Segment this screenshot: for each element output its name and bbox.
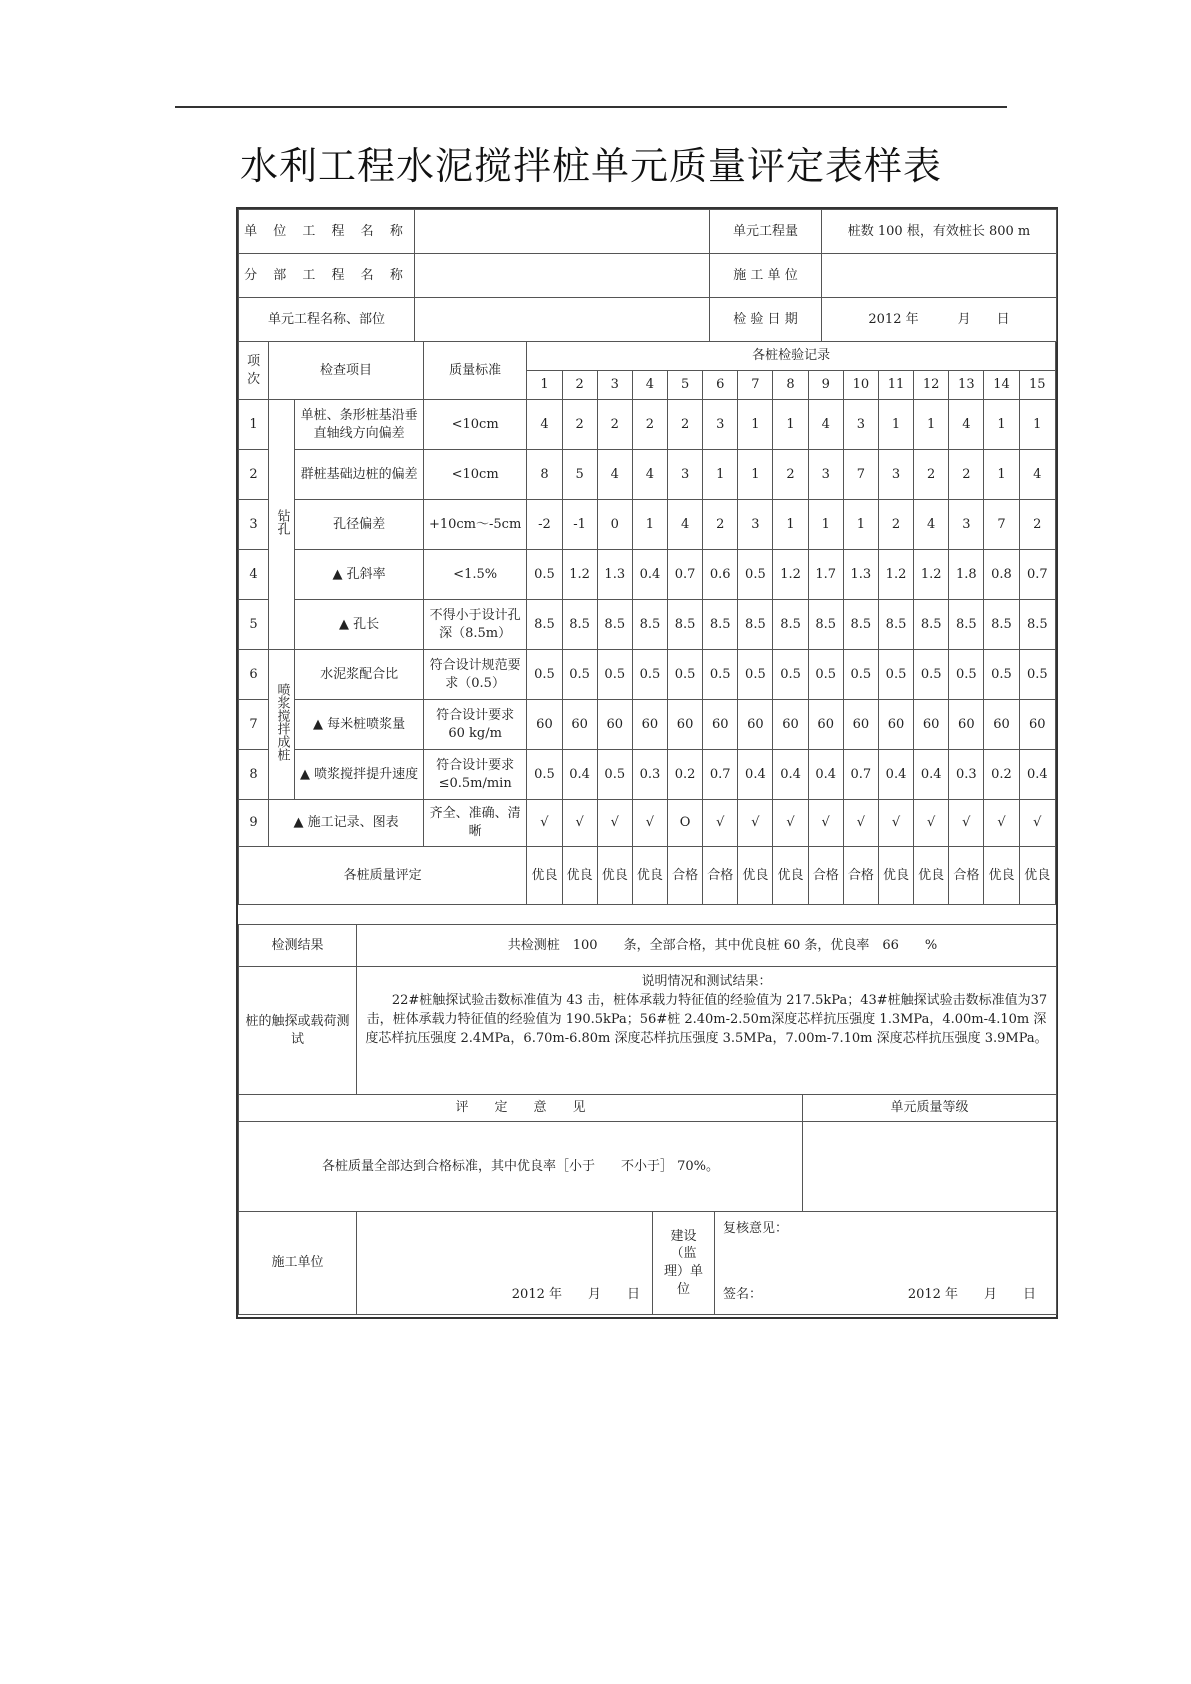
row-value[interactable]: 1.2 bbox=[878, 550, 913, 600]
row-value[interactable]: 0.5 bbox=[808, 650, 843, 700]
row-value[interactable]: 8.5 bbox=[597, 600, 632, 650]
grade-label: 单元质量等级 bbox=[803, 1095, 1057, 1122]
row-value[interactable]: 8.5 bbox=[1019, 600, 1055, 650]
unit-amount-label: 单元工程量 bbox=[710, 210, 822, 254]
row-value[interactable]: √ bbox=[527, 800, 562, 847]
pile-number: 11 bbox=[878, 371, 913, 400]
row-value[interactable]: √ bbox=[703, 800, 738, 847]
row-item: 水泥浆配合比 bbox=[295, 650, 424, 700]
row-value[interactable]: 0.3 bbox=[949, 750, 984, 800]
row-value[interactable]: 0.5 bbox=[527, 550, 562, 600]
row-value[interactable]: -1 bbox=[562, 500, 597, 550]
row-item: ▲ 喷浆搅拌提升速度 bbox=[295, 750, 424, 800]
row-value[interactable]: 0.2 bbox=[984, 750, 1019, 800]
row-value[interactable]: 60 bbox=[597, 700, 632, 750]
row-standard: 符合设计要求 60 kg/m bbox=[423, 700, 526, 750]
row-value[interactable]: 2 bbox=[703, 500, 738, 550]
review-label: 复核意见： bbox=[723, 1221, 789, 1236]
row-value[interactable]: 1 bbox=[1019, 400, 1055, 450]
row-value[interactable]: 3 bbox=[668, 450, 703, 500]
row-value[interactable]: 8.5 bbox=[878, 600, 913, 650]
pile-rating[interactable]: 优良 bbox=[984, 847, 1019, 905]
row-value[interactable]: 1.2 bbox=[914, 550, 949, 600]
row-value[interactable]: 0.5 bbox=[597, 750, 632, 800]
pile-number: 6 bbox=[703, 371, 738, 400]
inspection-row bbox=[239, 450, 1056, 500]
col-records-header: 各桩检验记录 bbox=[527, 342, 1056, 371]
row-index: 9 bbox=[239, 800, 269, 847]
row-value[interactable]: 0.5 bbox=[597, 650, 632, 700]
inspect-date-label: 检 验 日 期 bbox=[710, 298, 822, 342]
element-name-label: 单元工程名称、部位 bbox=[239, 298, 415, 342]
pile-number: 5 bbox=[668, 371, 703, 400]
row-value[interactable]: O bbox=[668, 800, 703, 847]
row-item: ▲ 施工记录、图表 bbox=[269, 800, 424, 847]
row-value[interactable]: 60 bbox=[527, 700, 562, 750]
opinion-text: 各桩质量全部达到合格标准，其中优良率［小于 不小于］ 70%。 bbox=[239, 1122, 803, 1212]
row-index: 6 bbox=[239, 650, 269, 700]
row-value[interactable]: 2 bbox=[949, 450, 984, 500]
row-value[interactable]: 0.5 bbox=[668, 650, 703, 700]
row-value[interactable]: 60 bbox=[773, 700, 808, 750]
row-value[interactable]: 8.5 bbox=[914, 600, 949, 650]
row-value[interactable]: 1 bbox=[632, 500, 667, 550]
row-value[interactable]: √ bbox=[632, 800, 667, 847]
pile-number: 9 bbox=[808, 371, 843, 400]
pile-number: 14 bbox=[984, 371, 1019, 400]
row-value[interactable]: 1 bbox=[984, 450, 1019, 500]
inspection-row bbox=[239, 550, 1056, 600]
row-value[interactable]: 0.5 bbox=[773, 650, 808, 700]
row-item: 单桩、条形桩基沿垂直轴线方向偏差 bbox=[295, 400, 424, 450]
row-index: 7 bbox=[239, 700, 269, 750]
row-value[interactable]: 0.5 bbox=[703, 650, 738, 700]
contractor-value[interactable] bbox=[822, 254, 1057, 298]
evaluation-sheet bbox=[236, 207, 1058, 1319]
row-value[interactable]: 60 bbox=[1019, 700, 1055, 750]
row-value[interactable]: 2 bbox=[878, 500, 913, 550]
row-value[interactable]: 0.7 bbox=[1019, 550, 1055, 600]
row-value[interactable]: 60 bbox=[703, 700, 738, 750]
row-item: ▲ 孔长 bbox=[295, 600, 424, 650]
row-value[interactable]: 4 bbox=[808, 400, 843, 450]
row-value[interactable]: 4 bbox=[949, 400, 984, 450]
col-item-header: 检查项目 bbox=[269, 342, 424, 400]
rating-label: 各桩质量评定 bbox=[239, 847, 527, 905]
row-value[interactable]: 1.2 bbox=[562, 550, 597, 600]
row-value[interactable]: 0.5 bbox=[738, 550, 773, 600]
row-value[interactable]: √ bbox=[808, 800, 843, 847]
row-value[interactable]: 0.7 bbox=[843, 750, 878, 800]
row-index: 2 bbox=[239, 450, 269, 500]
row-value[interactable]: 0.5 bbox=[984, 650, 1019, 700]
row-value[interactable]: 1.8 bbox=[949, 550, 984, 600]
row-value[interactable]: 60 bbox=[738, 700, 773, 750]
row-value[interactable]: 0.5 bbox=[914, 650, 949, 700]
row-value[interactable]: 1 bbox=[738, 450, 773, 500]
row-value[interactable]: √ bbox=[738, 800, 773, 847]
row-value[interactable]: 60 bbox=[914, 700, 949, 750]
pile-number: 15 bbox=[1019, 371, 1055, 400]
row-value[interactable]: 1 bbox=[843, 500, 878, 550]
group-jet-label bbox=[269, 650, 295, 800]
pile-number: 4 bbox=[632, 371, 667, 400]
row-value[interactable]: 0.8 bbox=[984, 550, 1019, 600]
pile-rating[interactable]: 优良 bbox=[562, 847, 597, 905]
row-value[interactable]: 60 bbox=[808, 700, 843, 750]
row-value[interactable]: 0.5 bbox=[1019, 650, 1055, 700]
test-intro: 说明情况和测试结果： bbox=[641, 974, 772, 989]
grade-value[interactable] bbox=[803, 1122, 1057, 1212]
pile-rating[interactable]: 优良 bbox=[632, 847, 667, 905]
pile-rating[interactable]: 合格 bbox=[668, 847, 703, 905]
row-value[interactable]: 1.3 bbox=[843, 550, 878, 600]
signoff-contractor-date[interactable]: 2012 年 月 日 bbox=[357, 1212, 653, 1315]
row-value[interactable]: 3 bbox=[703, 400, 738, 450]
row-value[interactable]: 8.5 bbox=[632, 600, 667, 650]
pile-rating[interactable]: 优良 bbox=[738, 847, 773, 905]
inspection-row bbox=[239, 400, 1056, 450]
row-value[interactable]: 0 bbox=[597, 500, 632, 550]
inspect-date-value[interactable]: 2012 年 月 日 bbox=[822, 298, 1057, 342]
row-value[interactable]: 4 bbox=[527, 400, 562, 450]
unit-amount-value[interactable]: 桩数 100 根，有效桩长 800 m bbox=[822, 210, 1057, 254]
row-value[interactable]: 8.5 bbox=[843, 600, 878, 650]
inspection-row bbox=[239, 750, 1056, 800]
row-value[interactable]: 1 bbox=[738, 400, 773, 450]
row-index: 1 bbox=[239, 400, 269, 450]
row-value[interactable]: -2 bbox=[527, 500, 562, 550]
row-value[interactable]: √ bbox=[949, 800, 984, 847]
row-standard: 不得小于设计孔深（8.5m） bbox=[423, 600, 526, 650]
row-value[interactable]: 0.5 bbox=[562, 650, 597, 700]
row-value[interactable]: 0.4 bbox=[1019, 750, 1055, 800]
pile-rating[interactable]: 优良 bbox=[878, 847, 913, 905]
pile-rating[interactable]: 优良 bbox=[597, 847, 632, 905]
row-value[interactable]: 0.5 bbox=[949, 650, 984, 700]
signoff-contractor-label: 施工单位 bbox=[239, 1212, 357, 1315]
inspection-table bbox=[238, 341, 1056, 905]
pile-number: 13 bbox=[949, 371, 984, 400]
row-value[interactable]: 60 bbox=[668, 700, 703, 750]
row-item: ▲ 每米桩喷浆量 bbox=[295, 700, 424, 750]
row-value[interactable]: √ bbox=[843, 800, 878, 847]
row-value[interactable]: 0.4 bbox=[773, 750, 808, 800]
row-standard: <1.5% bbox=[423, 550, 526, 600]
row-value[interactable]: √ bbox=[773, 800, 808, 847]
row-item: ▲ 孔斜率 bbox=[295, 550, 424, 600]
row-value[interactable]: √ bbox=[914, 800, 949, 847]
col-index-header: 项次 bbox=[239, 342, 269, 400]
row-value[interactable]: 2 bbox=[562, 400, 597, 450]
row-value[interactable]: 3 bbox=[808, 450, 843, 500]
signoff-owner-label: 建设（监理）单位 bbox=[653, 1212, 715, 1315]
pile-rating[interactable]: 合格 bbox=[843, 847, 878, 905]
row-value[interactable]: 3 bbox=[878, 450, 913, 500]
pile-number: 7 bbox=[738, 371, 773, 400]
row-value[interactable]: 1.2 bbox=[773, 550, 808, 600]
row-value[interactable]: 2 bbox=[632, 400, 667, 450]
row-value[interactable]: 60 bbox=[949, 700, 984, 750]
row-value[interactable]: √ bbox=[597, 800, 632, 847]
summary-table bbox=[238, 924, 1057, 1315]
row-value[interactable]: 8.5 bbox=[984, 600, 1019, 650]
row-value[interactable]: 1.7 bbox=[808, 550, 843, 600]
col-standard-header: 质量标准 bbox=[423, 342, 526, 400]
row-value[interactable]: 3 bbox=[738, 500, 773, 550]
row-value[interactable]: 0.5 bbox=[738, 650, 773, 700]
row-value[interactable]: 60 bbox=[843, 700, 878, 750]
row-value[interactable]: 0.2 bbox=[668, 750, 703, 800]
pile-rating[interactable]: 合格 bbox=[808, 847, 843, 905]
unit-project-label: 单 位 工 程 名 称 bbox=[239, 210, 415, 254]
row-standard: <10cm bbox=[423, 450, 526, 500]
row-index: 3 bbox=[239, 500, 269, 550]
pile-rating[interactable]: 优良 bbox=[1019, 847, 1055, 905]
row-item: 群桩基础边桩的偏差 bbox=[295, 450, 424, 500]
result-text: 共检测桩 100 条，全部合格，其中优良桩 60 条，优良率 66 % bbox=[357, 925, 1057, 967]
row-value[interactable]: 3 bbox=[949, 500, 984, 550]
opinion-label: 评 定 意 见 bbox=[239, 1095, 803, 1122]
header-rule bbox=[175, 106, 1007, 108]
row-value[interactable]: 1 bbox=[773, 500, 808, 550]
row-item: 孔径偏差 bbox=[295, 500, 424, 550]
element-name-value[interactable] bbox=[415, 298, 710, 342]
sign-label: 签名： bbox=[723, 1287, 763, 1303]
row-value[interactable]: √ bbox=[984, 800, 1019, 847]
row-value[interactable]: 0.5 bbox=[632, 650, 667, 700]
row-standard: <10cm bbox=[423, 400, 526, 450]
row-value[interactable]: 60 bbox=[878, 700, 913, 750]
row-value[interactable]: 0.4 bbox=[808, 750, 843, 800]
row-value[interactable]: 7 bbox=[843, 450, 878, 500]
row-value[interactable]: 1 bbox=[773, 400, 808, 450]
pile-number: 3 bbox=[597, 371, 632, 400]
signoff-review-cell[interactable] bbox=[715, 1212, 1057, 1315]
row-value[interactable]: √ bbox=[1019, 800, 1055, 847]
row-value[interactable]: 8 bbox=[527, 450, 562, 500]
header-table bbox=[238, 209, 1057, 342]
row-value[interactable]: 0.4 bbox=[738, 750, 773, 800]
row-value[interactable]: 60 bbox=[562, 700, 597, 750]
sub-project-label: 分 部 工 程 名 称 bbox=[239, 254, 415, 298]
result-label: 检测结果 bbox=[239, 925, 357, 967]
pile-number: 2 bbox=[562, 371, 597, 400]
row-value[interactable]: 2 bbox=[1019, 500, 1055, 550]
row-value[interactable]: 0.4 bbox=[878, 750, 913, 800]
row-value[interactable]: 8.5 bbox=[808, 600, 843, 650]
row-value[interactable]: 1 bbox=[703, 450, 738, 500]
signoff-owner-date: 2012 年 月 日 bbox=[907, 1287, 1037, 1303]
row-value[interactable]: √ bbox=[562, 800, 597, 847]
pile-rating[interactable]: 优良 bbox=[527, 847, 562, 905]
row-index: 8 bbox=[239, 750, 269, 800]
inspection-row bbox=[239, 600, 1056, 650]
page-title: 水利工程水泥搅拌桩单元质量评定表样表 bbox=[239, 144, 942, 188]
sub-project-value[interactable] bbox=[415, 254, 710, 298]
unit-project-value[interactable] bbox=[415, 210, 710, 254]
row-value[interactable]: 0.5 bbox=[527, 650, 562, 700]
row-value[interactable]: 8.5 bbox=[949, 600, 984, 650]
row-index: 4 bbox=[239, 550, 269, 600]
pile-rating[interactable]: 优良 bbox=[914, 847, 949, 905]
pile-number: 10 bbox=[843, 371, 878, 400]
row-value[interactable]: 8.5 bbox=[773, 600, 808, 650]
test-memo bbox=[357, 967, 1057, 1095]
row-value[interactable]: 4 bbox=[668, 500, 703, 550]
row-value[interactable]: 0.7 bbox=[668, 550, 703, 600]
row-value[interactable]: 4 bbox=[597, 450, 632, 500]
pile-rating[interactable]: 合格 bbox=[703, 847, 738, 905]
pile-rating[interactable]: 优良 bbox=[773, 847, 808, 905]
row-value[interactable]: 1 bbox=[914, 400, 949, 450]
row-value[interactable]: 1.3 bbox=[597, 550, 632, 600]
row-standard: 符合设计要求 ≤0.5m/min bbox=[423, 750, 526, 800]
row-value[interactable]: 2 bbox=[914, 450, 949, 500]
row-value[interactable]: 4 bbox=[632, 450, 667, 500]
row-value[interactable]: 4 bbox=[1019, 450, 1055, 500]
row-value[interactable]: 2 bbox=[668, 400, 703, 450]
row-value[interactable]: 0.7 bbox=[703, 750, 738, 800]
row-value[interactable]: 0.5 bbox=[878, 650, 913, 700]
group-drill-label bbox=[269, 400, 295, 650]
pile-number: 12 bbox=[914, 371, 949, 400]
row-index: 5 bbox=[239, 600, 269, 650]
row-standard: +10cm～-5cm bbox=[423, 500, 526, 550]
row-value[interactable]: 5 bbox=[562, 450, 597, 500]
row-value[interactable]: 0.6 bbox=[703, 550, 738, 600]
inspection-row bbox=[239, 500, 1056, 550]
row-value[interactable]: 0.4 bbox=[632, 550, 667, 600]
row-value[interactable]: 2 bbox=[597, 400, 632, 450]
row-value[interactable]: 4 bbox=[914, 500, 949, 550]
contractor-label: 施 工 单 位 bbox=[710, 254, 822, 298]
row-standard: 符合设计规范要求（0.5） bbox=[423, 650, 526, 700]
pile-number: 8 bbox=[773, 371, 808, 400]
row-value[interactable]: 3 bbox=[843, 400, 878, 450]
inspection-row bbox=[239, 700, 1056, 750]
row-value[interactable]: √ bbox=[878, 800, 913, 847]
row-value[interactable]: 8.5 bbox=[527, 600, 562, 650]
row-value[interactable]: 8.5 bbox=[562, 600, 597, 650]
row-value[interactable]: 0.5 bbox=[843, 650, 878, 700]
inspection-row bbox=[239, 800, 1056, 847]
row-value[interactable]: 7 bbox=[984, 500, 1019, 550]
row-value[interactable]: 0.4 bbox=[914, 750, 949, 800]
row-value[interactable]: 1 bbox=[878, 400, 913, 450]
row-value[interactable]: 2 bbox=[773, 450, 808, 500]
row-value[interactable]: 0.5 bbox=[527, 750, 562, 800]
group-drill-text: 钻孔 bbox=[274, 508, 290, 535]
row-value[interactable]: 60 bbox=[632, 700, 667, 750]
group-jet-text: 喷浆搅拌成桩 bbox=[274, 682, 290, 761]
inspection-row bbox=[239, 650, 1056, 700]
row-value[interactable]: 0.3 bbox=[632, 750, 667, 800]
row-value[interactable]: 1 bbox=[808, 500, 843, 550]
row-value[interactable]: 8.5 bbox=[668, 600, 703, 650]
row-value[interactable]: 1 bbox=[984, 400, 1019, 450]
pile-number: 1 bbox=[527, 371, 562, 400]
row-value[interactable]: 0.4 bbox=[562, 750, 597, 800]
row-value[interactable]: 8.5 bbox=[738, 600, 773, 650]
pile-rating[interactable]: 合格 bbox=[949, 847, 984, 905]
test-label: 桩的触探或载荷测试 bbox=[239, 967, 357, 1095]
row-value[interactable]: 60 bbox=[984, 700, 1019, 750]
row-standard: 齐全、准确、清晰 bbox=[423, 800, 526, 847]
test-body: 22#桩触探试验击数标准值为 43 击，桩体承载力特征值的经验值为 217.5kPa；43#桩触探试验击数标准值为37 击，桩体承载力特征值的经验值为 190.5kPa；56#桩 2.40m-2.50m深度芯样抗压强度 1.3MPa，4.00m-4.10m 深度芯样抗压强度 2.4MPa，6.70m-6.80m 深度芯样抗压强度 3.5MPa，7.00m-7.10m 深度芯样抗压强度 3.9MPa。 bbox=[365, 992, 1048, 1046]
row-value[interactable]: 8.5 bbox=[703, 600, 738, 650]
